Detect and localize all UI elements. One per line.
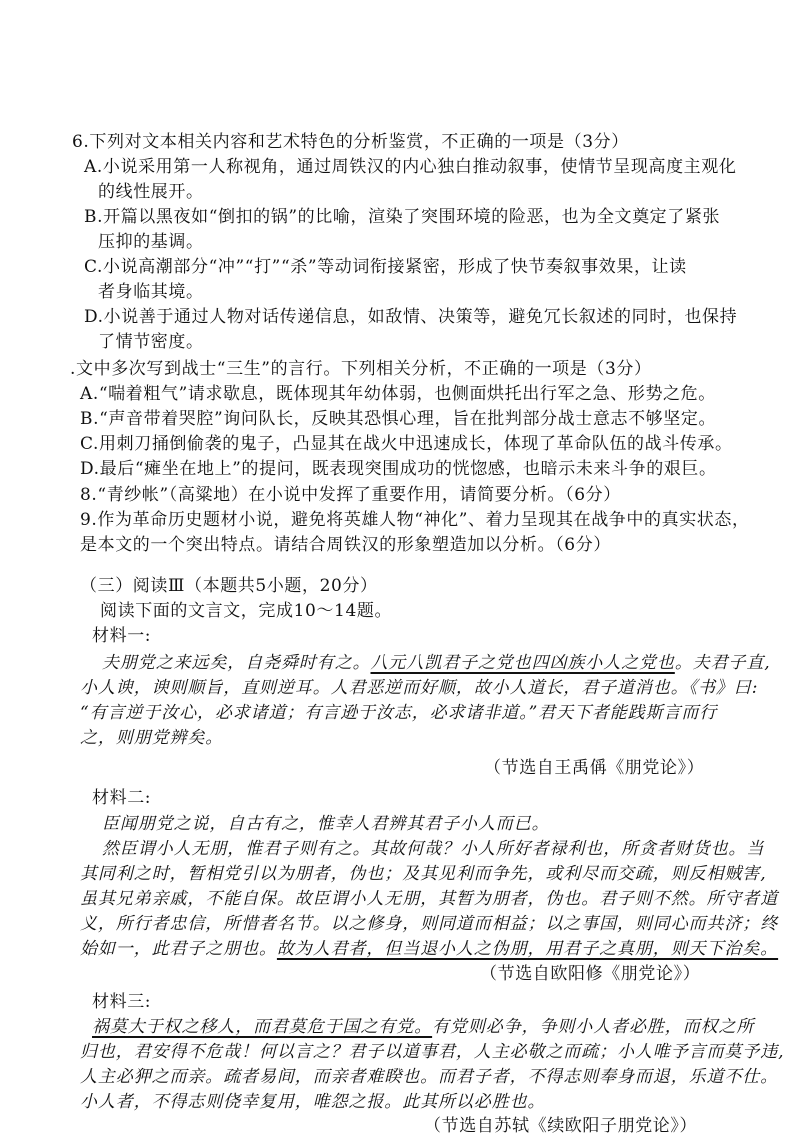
material-3-line-3: 人主必狎之而亲。疏者易间，而亲者难睽也。而君子者，不得志则奉身而退，乐道不仕。 <box>80 1067 779 1087</box>
material-3-label: 材料三: <box>92 992 152 1012</box>
question-7: .文中多次写到战士“三生”的言行。下列相关分析，不正确的一项是（3分） <box>70 359 652 379</box>
material-1-line-2: 小人谀，谀则顺旨，直则逆耳。人君恶逆而好顺，故小人道长，君子道消也。《书》曰: <box>80 678 759 698</box>
option-a-q6: A.小说采用第一人称视角，通过周铁汉的内心独白推动叙事，使情节呈现高度主观化 <box>84 157 737 177</box>
option-b-q6-cont: 压抑的基调。 <box>98 232 204 252</box>
option-a-q7: A.“喘着粗气”请求歇息，既体现其年幼体弱，也侧面烘托出行军之急、形势之危。 <box>80 384 716 404</box>
option-d-q6: D.小说善于通过人物对话传递信息，如敌情、决策等，避免冗长叙述的同时，也保持 <box>84 307 738 327</box>
material-2-line-6 <box>80 937 778 961</box>
material-1-line-3: “有言逆于汝心，必求诸道；有言逊于汝志，必求诸非道。”君天下者能践斯言而行 <box>80 703 718 723</box>
material-1-text: 夫朋党之来远矣，自尧舜时有之。 <box>102 653 371 673</box>
question-9: 9.作为革命历史题材小说，避免将英雄人物“神化”、着力呈现其在战争中的真实状态， <box>80 510 750 530</box>
material-2-label: 材料二: <box>92 788 152 808</box>
option-d-q6-cont: 了情节密度。 <box>98 332 204 352</box>
option-c-q6: C.小说高潮部分“冲”“打”“杀”等动词衔接紧密，形成了快节奏叙事效果，让读 <box>84 257 687 277</box>
material-3-line-2: 归也，君安得不危哉！何以言之？君子以道事君，人主必敬之而疏；小人唯予言而莫予违, <box>80 1042 785 1062</box>
material-1-label: 材料一: <box>92 626 152 646</box>
material-2-line-5: 义，所行者忠信，所惜者名节。以之修身，则同道而相益；以之事国，则同心而共济；终 <box>80 914 779 934</box>
material-3-line-1 <box>92 1015 754 1039</box>
material-2-line-2: 然臣谓小人无朋，惟君子则有之。其故何哉？小人所好者禄利也，所贪者财货也。当 <box>102 839 765 859</box>
material-3-underlined: 祸莫大于权之移人，而君莫危于国之有党。 <box>92 1017 433 1037</box>
option-c-q7: C.用刺刀捅倒偷袭的鬼子，凸显其在战火中迅速成长，体现了革命队伍的战斗传承。 <box>80 434 733 454</box>
option-b-q6: B.开篇以黑夜如“倒扣的锅”的比喻，渲染了突围环境的险恶，也为全文奠定了紧张 <box>84 207 721 227</box>
material-2-underlined: 故为人君者，但当退小人之伪朋，用君子之真朋，则天下治矣。 <box>276 939 779 959</box>
question-6: 6.下列对文本相关内容和艺术特色的分析鉴赏，不正确的一项是（3分） <box>72 132 629 152</box>
option-b-q7: B.“声音带着哭腔”询问队长，反映其恐惧心理，旨在批判部分战士意志不够坚定。 <box>80 409 717 429</box>
option-a-q6-cont: 的线性展开。 <box>98 182 204 202</box>
section-instruction: 阅读下面的文言文，完成10～14题。 <box>100 601 393 621</box>
option-d-q7: D.最后“瘫坐在地上”的提问，既表现突围成功的恍惚感，也暗示未来斗争的艰巨。 <box>80 459 717 479</box>
material-2-text: 始如一，此君子之朋也。 <box>80 939 277 959</box>
material-1-underlined: 八元八凯君子之党也四凶族小人之党也 <box>370 653 675 673</box>
question-8: 8.“青纱帐”（高粱地）在小说中发挥了重要作用，请简要分析。（6分） <box>80 485 621 505</box>
material-1-text: 。夫君子直, <box>674 653 771 673</box>
material-2-line-3: 其同利之时，暂相党引以为朋者，伪也；及其见利而争先，或利尽而交疏，则反相贼害, <box>80 864 767 884</box>
material-1-source: （节选自王禹偁《朋党论》） <box>484 758 705 778</box>
material-2-line-1: 臣闻朋党之说，自古有之，惟幸人君辨其君子小人而已。 <box>102 814 550 834</box>
option-c-q6-cont: 者身临其境。 <box>98 282 204 302</box>
material-1-line-1 <box>102 651 771 675</box>
material-1-line-4: 之，则朋党辨矣。 <box>80 728 224 748</box>
section-heading: （三）阅读Ⅲ（本题共5小题，20分） <box>80 576 378 596</box>
material-2-source: （节选自欧阳修《朋党论》） <box>480 964 701 984</box>
material-3-text: 有党则必争，争则小人者必胜，而权之所 <box>432 1017 755 1037</box>
material-3-line-4: 小人者，不得志则侥幸复用，唯怨之报。此其所以必胜也。 <box>80 1092 546 1112</box>
material-2-line-4: 虽其兄弟亲戚，不能自保。故臣谓小人无朋，其暂为朋者，伪也。君子则不然。所守者道 <box>80 889 779 909</box>
material-3-source: （节选自苏轼《续欧阳子朋党论》） <box>424 1116 698 1136</box>
question-9-cont: 是本文的一个突出特点。请结合周铁汉的形象塑造加以分析。（6分） <box>80 535 611 555</box>
